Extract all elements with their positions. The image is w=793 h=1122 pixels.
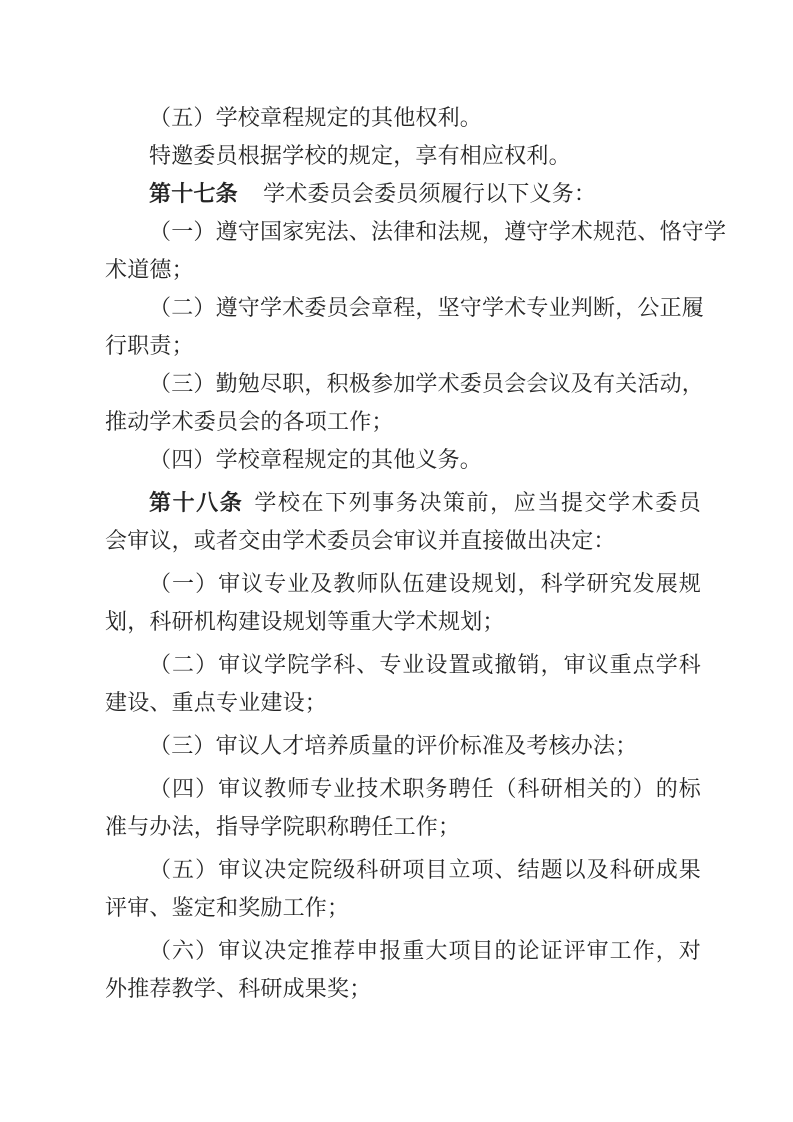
- text-line: [105, 565, 701, 603]
- text-segment: （二）遵守学术委员会章程，坚守学术专业判断，公正履: [149, 295, 705, 320]
- text-segment: 学校在下列事务决策前，应当提交学术委员: [254, 490, 701, 515]
- text-line: [105, 403, 701, 441]
- article-17-heading: [105, 175, 701, 213]
- text-line: [105, 213, 727, 251]
- text-line: [105, 289, 705, 327]
- article-number: 第十八条: [149, 490, 244, 515]
- text-segment: （三）勤勉尽职，积极参加学术委员会会议及有关活动，: [149, 371, 705, 396]
- article-number: 第十七条: [149, 181, 238, 206]
- text-line: [105, 727, 701, 765]
- article-17-item-1: [105, 213, 727, 289]
- text-line: [105, 970, 701, 1008]
- article-18-item-2: [105, 646, 701, 722]
- article-18-item-1: [105, 565, 701, 641]
- document-body: [105, 99, 727, 1008]
- text-line: [105, 137, 701, 175]
- text-line: [105, 808, 701, 846]
- text-segment: 行职责；: [105, 333, 194, 358]
- text-segment: 外推荐教学、科研成果奖；: [105, 976, 372, 1001]
- text-line: [105, 932, 701, 970]
- article-18-item-5: [105, 851, 701, 927]
- text-line: [105, 684, 701, 722]
- special-invited-members-note: [105, 137, 701, 175]
- article-18-item-6: [105, 932, 701, 1008]
- text-segment: （一）审议专业及教师队伍建设规划，科学研究发展规: [149, 571, 701, 596]
- text-segment: （一）遵守国家宪法、法律和法规，遵守学术规范、恪守学: [149, 219, 727, 244]
- text-line: [105, 365, 705, 403]
- text-line: [105, 646, 701, 684]
- text-segment: 特邀委员根据学校的规定，享有相应权利。: [149, 143, 571, 168]
- text-segment: 术道德；: [105, 257, 194, 282]
- article-17-item-2: [105, 289, 705, 365]
- text-line: [105, 175, 701, 213]
- text-line: [105, 603, 701, 641]
- text-segment: （五）审议决定院级科研项目立项、结题以及科研成果: [149, 857, 701, 882]
- text-segment: 准与办法，指导学院职称聘任工作；: [105, 814, 461, 839]
- text-line: [105, 889, 701, 927]
- text-line: [105, 251, 701, 289]
- text-segment: （四）审议教师专业技术职务聘任（科研相关的）的标: [149, 776, 701, 801]
- article-17-item-4: [105, 441, 701, 479]
- text-segment: 推动学术委员会的各项工作；: [105, 409, 394, 434]
- text-segment: （二）审议学院学科、专业设置或撤销，审议重点学科: [149, 652, 701, 677]
- text-segment: 会审议，或者交由学术委员会审议并直接做出决定：: [105, 528, 616, 553]
- text-line: [105, 327, 701, 365]
- text-segment: （三）审议人才培养质量的评价标准及考核办法；: [149, 733, 638, 758]
- text-segment: 学术委员会委员须履行以下义务：: [263, 181, 597, 206]
- text-line: [105, 484, 701, 522]
- text-line: [105, 851, 701, 889]
- text-segment: （五）学校章程规定的其他权利。: [149, 105, 483, 130]
- text-segment: 划，科研机构建设规划等重大学术规划；: [105, 609, 505, 634]
- article-17-item-3: [105, 365, 705, 441]
- article-18-item-3: [105, 727, 701, 765]
- text-line: [105, 522, 701, 560]
- text-segment: （四）学校章程规定的其他义务。: [149, 447, 483, 472]
- clause-5-other-rights: [105, 99, 701, 137]
- text-line: [105, 441, 701, 479]
- text-segment: 建设、重点专业建设；: [105, 690, 328, 715]
- article-18-item-4: [105, 770, 701, 846]
- text-segment: （六）审议决定推荐申报重大项目的论证评审工作，对: [149, 938, 701, 963]
- text-line: [105, 99, 701, 137]
- text-line: [105, 770, 701, 808]
- article-18-heading: [105, 484, 701, 560]
- text-segment: 评审、鉴定和奖励工作；: [105, 895, 350, 920]
